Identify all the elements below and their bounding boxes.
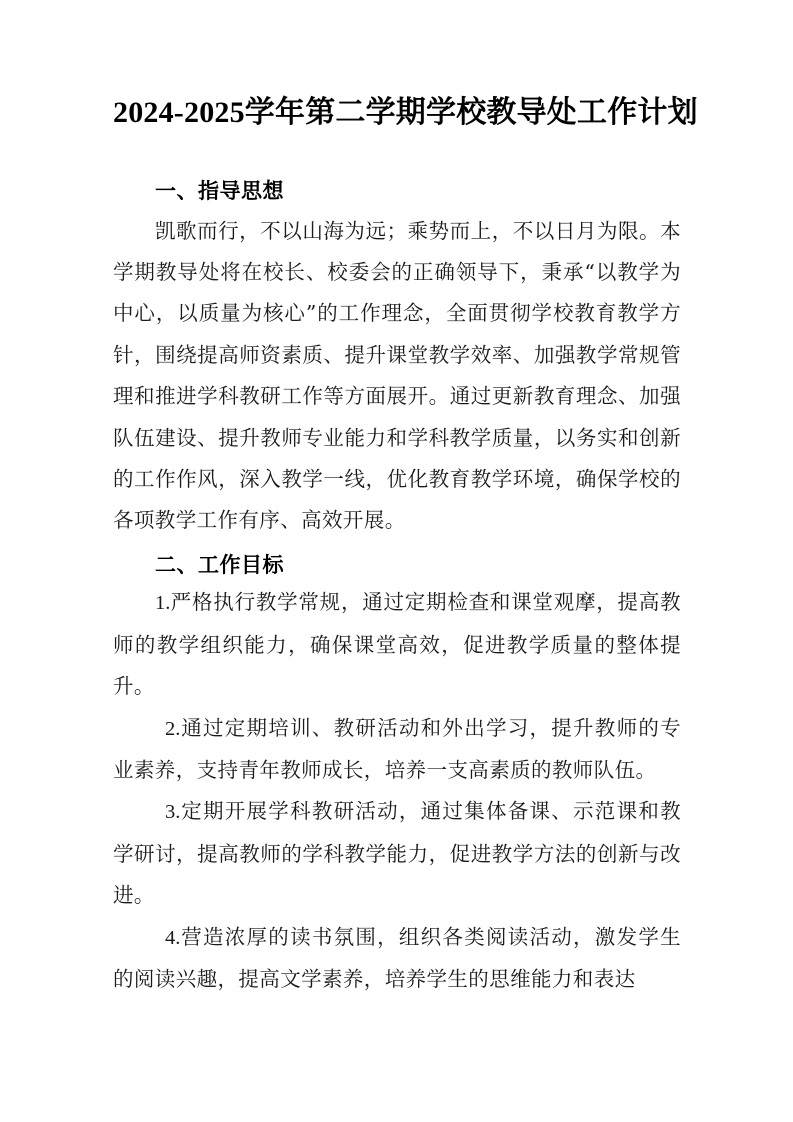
list-item-number: 3. — [165, 801, 181, 824]
list-item — [113, 917, 681, 1001]
list-item-text: 通过定期培训、教研活动和外出学习，提升教师的专业素养，支持青年教师成长，培养一支高素质的教师队伍。 — [113, 715, 681, 782]
list-item-text: 定期开展学科教研活动，通过集体备课、示范课和教学研讨，提高教师的学科教学能力，促进教学方法的创新与改进。 — [113, 799, 681, 908]
list-item-number: 4. — [165, 926, 181, 949]
list-item-number: 2. — [165, 717, 181, 740]
list-item — [113, 582, 681, 707]
section-heading-work-objectives: 二、工作目标 — [155, 553, 284, 577]
document-body — [113, 176, 681, 1000]
section-work-objectives — [113, 550, 681, 1001]
spacer — [113, 542, 681, 548]
list-item-text: 营造浓厚的读书氛围，组织各类阅读活动，激发学生的阅读兴趣，提高文学素养，培养学生的思维能力和表达 — [113, 924, 681, 991]
list-item-number: 1. — [155, 592, 171, 615]
paragraph-guiding-ideology: 凯歌而行，不以山海为远；乘势而上，不以日月为限。本学期教导处将在校长、校委会的正确领导下，秉承“以教学为中心，以质量为核心”的工作理念，全面贯彻学校教育教学方针，围绕提高师资素质、提升课堂教学效率、加强教学常规管理和推进学科教研工作等方面展开。通过更新教育理念、加强队伍建设、提升教师专业能力和学科教学质量，以务实和创新的工作作风，深入教学一线，优化教育教学环境，确保学校的各项教学工作有序、高效开展。 — [113, 218, 681, 533]
section-heading-guiding-ideology: 一、指导思想 — [155, 180, 284, 203]
list-item-text: 严格执行教学常规，通过定期检查和课堂观摩，提高教师的教学组织能力，确保课堂高效，促进教学质量的整体提升。 — [113, 590, 681, 699]
list-item — [113, 708, 681, 792]
section-guiding-ideology — [113, 176, 681, 542]
list-item — [113, 791, 681, 916]
page-title: 2024-2025学年第二学期学校教导处工作计划 — [113, 96, 698, 129]
